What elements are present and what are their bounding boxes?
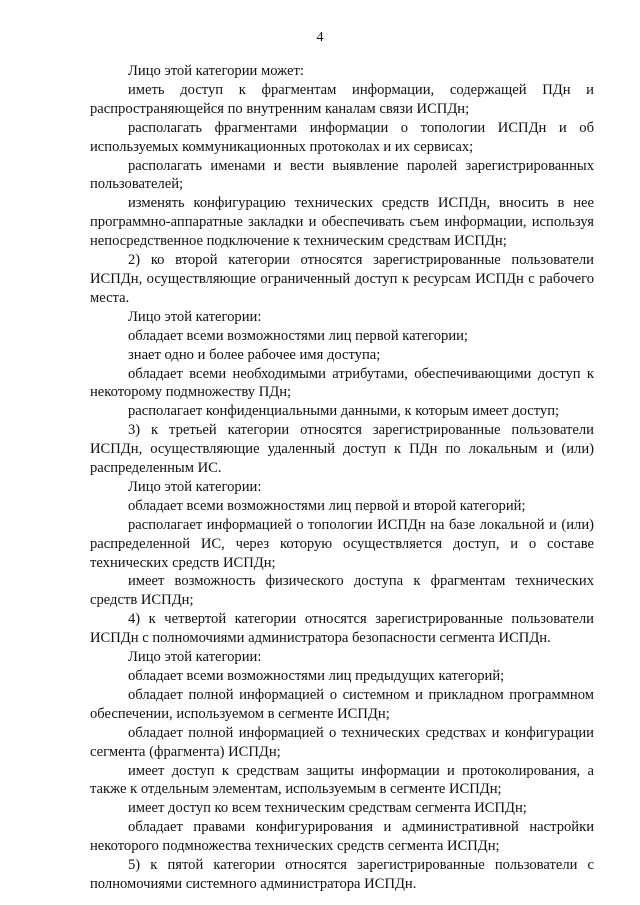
- paragraph: располагать именами и вести выявление паролей зарегистрированных пользователей;: [90, 157, 594, 193]
- paragraph: Лицо этой категории:: [128, 308, 262, 325]
- paragraph: 5) к пятой категории относятся зарегистрированные пользователи с полномочиями системного администратора ИСПДн.: [90, 857, 594, 892]
- paragraph: 4) к четвертой категории относятся зарегистрированные пользователи ИСПДн с полномочиями администратора безопасности сегмента ИСПДн.: [90, 611, 594, 647]
- paragraph: обладает полной информацией о технических средствах и конфигурации сегмента (фрагмента) ИСПДн;: [90, 724, 594, 760]
- page-number: 4: [316, 30, 324, 45]
- paragraph: Лицо этой категории:: [128, 478, 262, 495]
- paragraph: знает одно и более рабочее имя доступа;: [128, 346, 381, 363]
- paragraph: 3) к третьей категории относятся зарегистрированные пользователи ИСПДн, осуществляющие удаленный доступ к ПДн по локальным и (или) распределенным ИС.: [90, 422, 594, 477]
- paragraph: обладает всеми необходимыми атрибутами, обеспечивающими доступ к некоторому подмножеству ПДн;: [90, 365, 594, 401]
- paragraph: изменять конфигурацию технических средств ИСПДн, вносить в нее программно-аппаратные закладки и обеспечивать съем информации, используя непосредственное подключение к техническим средствам ИСПДн;: [90, 195, 594, 250]
- paragraph: Лицо этой категории может:: [128, 63, 304, 79]
- paragraph: имеет доступ ко всем техническим средствам сегмента ИСПДн;: [128, 800, 527, 817]
- paragraph: обладает полной информацией о системном и прикладном программном обеспечении, используемом в сегменте ИСПДн;: [90, 686, 594, 722]
- paragraph: обладает всеми возможностями лиц первой и второй категорий;: [128, 497, 526, 514]
- paragraph: 2) ко второй категории относятся зарегистрированные пользователи ИСПДн, осуществляющие ограниченный доступ к ресурсам ИСПДн с рабочего места.: [90, 252, 594, 306]
- paragraph: Лицо этой категории:: [128, 649, 262, 666]
- document-body: [90, 62, 594, 894]
- paragraph: иметь доступ к фрагментам информации, содержащей ПДн и распространяющейся по внутренним каналам связи ИСПДн;: [90, 81, 594, 117]
- paragraph: обладает всеми возможностями лиц предыдущих категорий;: [128, 668, 505, 684]
- paragraph: обладает правами конфигурирования и административной настройки некоторого подмножества технических средств сегмента ИСПДн;: [90, 819, 594, 855]
- paragraph: располагает информацией о топологии ИСПДн на базе локальной и (или) распределенной ИС, через которую осуществляется доступ, и о составе технических средств ИСПДн;: [90, 516, 594, 571]
- paragraph: имеет возможность физического доступа к фрагментам технических средств ИСПДн;: [90, 573, 594, 609]
- paragraph: располагать фрагментами информации о топологии ИСПДн и об используемых коммуникационных протоколах и их сервисах;: [90, 119, 594, 155]
- paragraph: имеет доступ к средствам защиты информации и протоколирования, а также к отдельным элементам, используемым в сегменте ИСПДн;: [90, 762, 594, 798]
- paragraph: располагает конфиденциальными данными, к которым имеет доступ;: [128, 403, 560, 420]
- paragraph: обладает всеми возможностями лиц первой категории;: [128, 327, 468, 344]
